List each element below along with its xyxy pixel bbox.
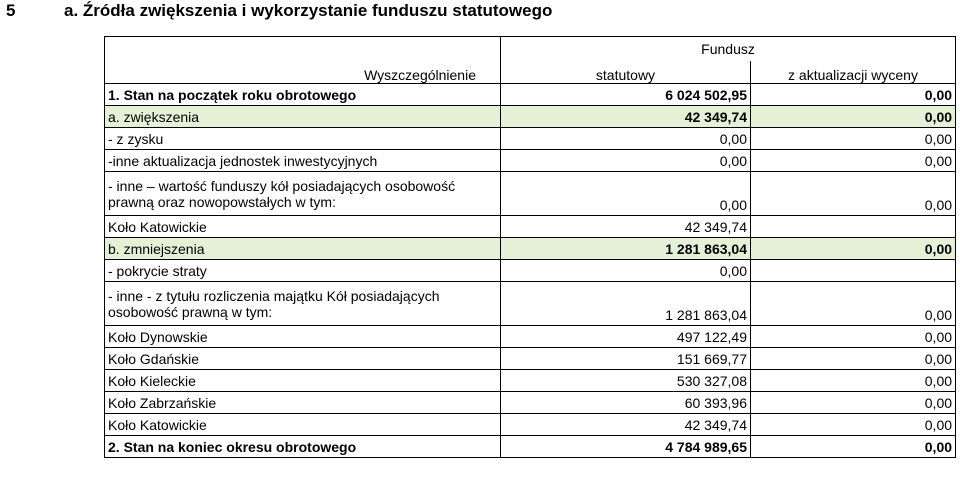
row-wycena: 0,00: [751, 436, 956, 458]
row-wycena: 0,00: [751, 326, 956, 348]
row-statutowy: 151 669,77: [501, 348, 751, 370]
row-statutowy: 4 784 989,65: [501, 436, 751, 458]
row-label: - pokrycie straty: [105, 260, 501, 282]
row-label: -inne aktualizacja jednostek inwestycyjnych: [105, 150, 501, 172]
section-number: 5: [6, 1, 16, 20]
row-statutowy: 530 327,08: [501, 370, 751, 392]
row-statutowy: 0,00: [501, 128, 751, 150]
row-label: Koło Kieleckie: [105, 370, 501, 392]
row-label-line1: - inne – wartość funduszy kół posiadających osobowość: [108, 177, 456, 194]
row-statutowy: 0,00: [501, 172, 751, 216]
table-row-kolo-gdanskie: [105, 348, 956, 370]
row-label-line2: osobowość prawną w tym:: [108, 303, 273, 320]
table-row-kolo-katowickie-zw: [105, 216, 956, 238]
row-wycena: 0,00: [751, 172, 956, 216]
table-row-zmniejszenia: [105, 238, 956, 260]
row-statutowy: 42 349,74: [501, 414, 751, 436]
table-row-zwiekszenia: [105, 106, 956, 128]
table-row-pokrycie-straty: [105, 260, 956, 282]
row-label: Koło Dynowskie: [105, 326, 501, 348]
row-statutowy: 0,00: [501, 150, 751, 172]
row-wycena: 0,00: [751, 392, 956, 414]
section-title: a. Źródła zwiększenia i wykorzystanie funduszu statutowego: [64, 1, 553, 20]
row-wycena: 0,00: [751, 282, 956, 326]
header-statutowy: statutowy: [501, 61, 751, 84]
header-description-top: [105, 37, 501, 62]
row-label: b. zmniejszenia: [105, 238, 501, 260]
header-row-group: [105, 37, 956, 62]
header-group-fundusz: Fundusz: [501, 37, 956, 62]
row-label: - z zysku: [105, 128, 501, 150]
table-row-inne-rozliczenie: [105, 282, 956, 326]
row-statutowy: 0,00: [501, 260, 751, 282]
row-wycena: 0,00: [751, 106, 956, 128]
row-label: [105, 282, 501, 326]
row-label: 2. Stan na koniec okresu obrotowego: [105, 436, 501, 458]
row-wycena: 0,00: [751, 150, 956, 172]
row-wycena: 0,00: [751, 84, 956, 106]
table-row-inne-aktualizacja: [105, 150, 956, 172]
row-wycena: 0,00: [751, 348, 956, 370]
row-wycena: [751, 216, 956, 238]
row-label-line2: prawną oraz nowopowstałych w tym:: [108, 193, 336, 210]
table-row-z-zysku: [105, 128, 956, 150]
row-label-line1: - inne - z tytułu rozliczenia majątku Kół posiadających: [108, 287, 440, 304]
table-row-stan-koniec: [105, 436, 956, 458]
table-row-kolo-kieleckie: [105, 370, 956, 392]
row-statutowy: 6 024 502,95: [501, 84, 751, 106]
row-statutowy: 42 349,74: [501, 216, 751, 238]
row-wycena: 0,00: [751, 128, 956, 150]
row-statutowy: 1 281 863,04: [501, 282, 751, 326]
row-label: [105, 172, 501, 216]
fund-table: [104, 36, 956, 458]
table-row-inne-wartosc-funduszy: [105, 172, 956, 216]
table-row-kolo-dynowskie: [105, 326, 956, 348]
row-wycena: [751, 260, 956, 282]
row-label: 1. Stan na początek roku obrotowego: [105, 84, 501, 106]
row-label: Koło Katowickie: [105, 414, 501, 436]
row-wycena: 0,00: [751, 370, 956, 392]
table-row-stan-poczatek: [105, 84, 956, 106]
row-statutowy: 60 393,96: [501, 392, 751, 414]
table-row-kolo-zabrzanskie: [105, 392, 956, 414]
row-wycena: 0,00: [751, 414, 956, 436]
table-row-kolo-katowickie-zm: [105, 414, 956, 436]
header-description: Wyszczególnienie: [105, 61, 501, 84]
row-statutowy: 42 349,74: [501, 106, 751, 128]
row-wycena: 0,00: [751, 238, 956, 260]
row-statutowy: 1 281 863,04: [501, 238, 751, 260]
row-label: Koło Katowickie: [105, 216, 501, 238]
row-statutowy: 497 122,49: [501, 326, 751, 348]
header-row-columns: [105, 61, 956, 84]
row-label: Koło Zabrzańskie: [105, 392, 501, 414]
header-aktualizacja-wyceny: z aktualizacji wyceny: [751, 61, 956, 84]
row-label: Koło Gdańskie: [105, 348, 501, 370]
row-label: a. zwiększenia: [105, 106, 501, 128]
